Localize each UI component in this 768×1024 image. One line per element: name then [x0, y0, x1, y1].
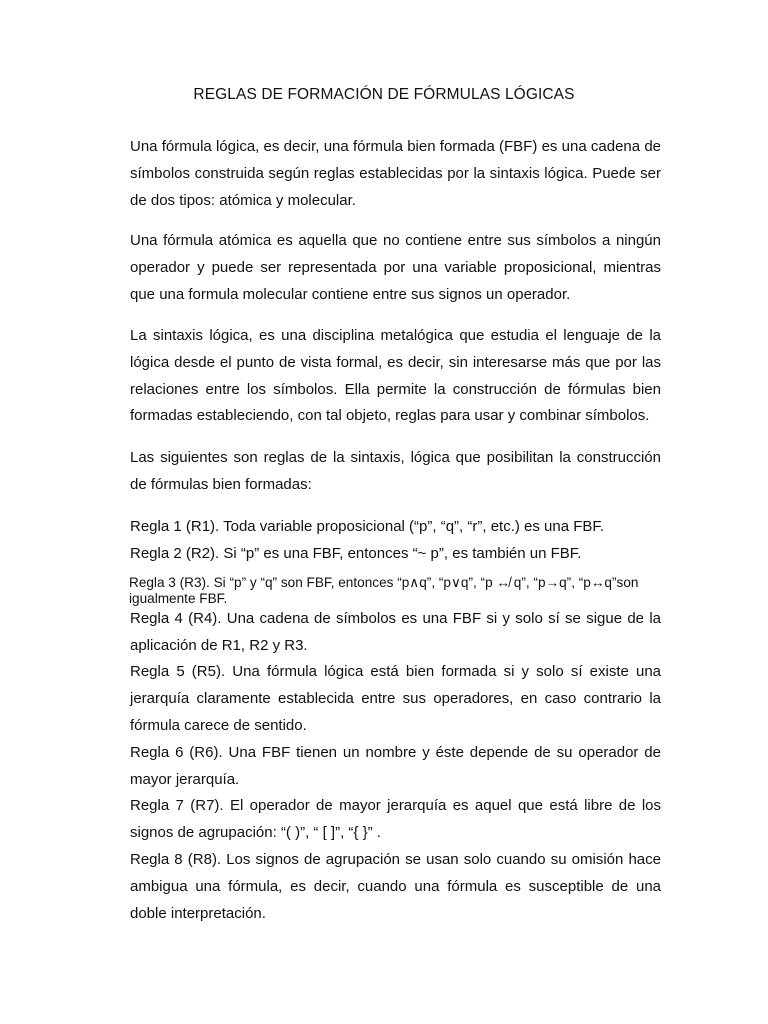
rule-2: Regla 2 (R2). Si “p” es una FBF, entonces “~ p”, es también un FBF. [130, 545, 582, 562]
paragraph-atomic-molecular: Una fórmula atómica es aquella que no contiene entre sus símbolos a ningún operador y puede ser representada por una variable proposicional, mientras que una formula molecular contiene entre sus signos un operador. [130, 232, 661, 303]
paragraph-definition: Una fórmula lógica, es decir, una fórmula bien formada (FBF) es una cadena de símbolos construida según reglas establecidas por la sintaxis lógica. Puede ser de dos tipos: atómica y molecular. [130, 138, 661, 209]
paragraph-rules-intro: Las siguientes son reglas de la sintaxis, lógica que posibilitan la construcción de fórmulas bien formadas: [130, 449, 661, 493]
rule-5: Regla 5 (R5). Una fórmula lógica está bien formada si y solo sí existe una jerarquía claramente establecida entre sus operadores, en caso contrario la fórmula carece de sentido. [130, 663, 661, 734]
rule-7: Regla 7 (R7). El operador de mayor jerarquía es aquel que está libre de los signos de agrupación: “( )”, “ [ ]”, “{ }” . [130, 797, 661, 841]
rule-6: Regla 6 (R6). Una FBF tienen un nombre y éste depende de su operador de mayor jerarquía. [130, 744, 661, 788]
rule-3: Regla 3 (R3). Si “p” y “q” son FBF, entonces “p∧q”, “p∨q”, “p ↮ q”, “p→q”, “p↔q”son igualmente FBF. [129, 575, 639, 606]
rule-8: Regla 8 (R8). Los signos de agrupación se usan solo cuando su omisión hace ambigua una fórmula, es decir, cuando una fórmula es susceptible de una doble interpretación. [130, 851, 661, 922]
rule-1: Regla 1 (R1). Toda variable proposicional (“p”, “q”, “r”, etc.) es una FBF. [130, 518, 605, 535]
rule-4: Regla 4 (R4). Una cadena de símbolos es una FBF si y solo sí se sigue de la aplicación de R1, R2 y R3. [130, 610, 661, 654]
paragraph-syntax: La sintaxis lógica, es una disciplina metalógica que estudia el lenguaje de la lógica desde el punto de vista formal, es decir, sin interesarse más que por las relaciones entre los símbolos. Ella permite la construcción de fórmulas bien formadas estableciendo, con tal objeto, reglas para usar y combinar símbolos. [130, 327, 661, 425]
document-title: REGLAS DE FORMACIÓN DE FÓRMULAS LÓGICAS [193, 86, 575, 103]
